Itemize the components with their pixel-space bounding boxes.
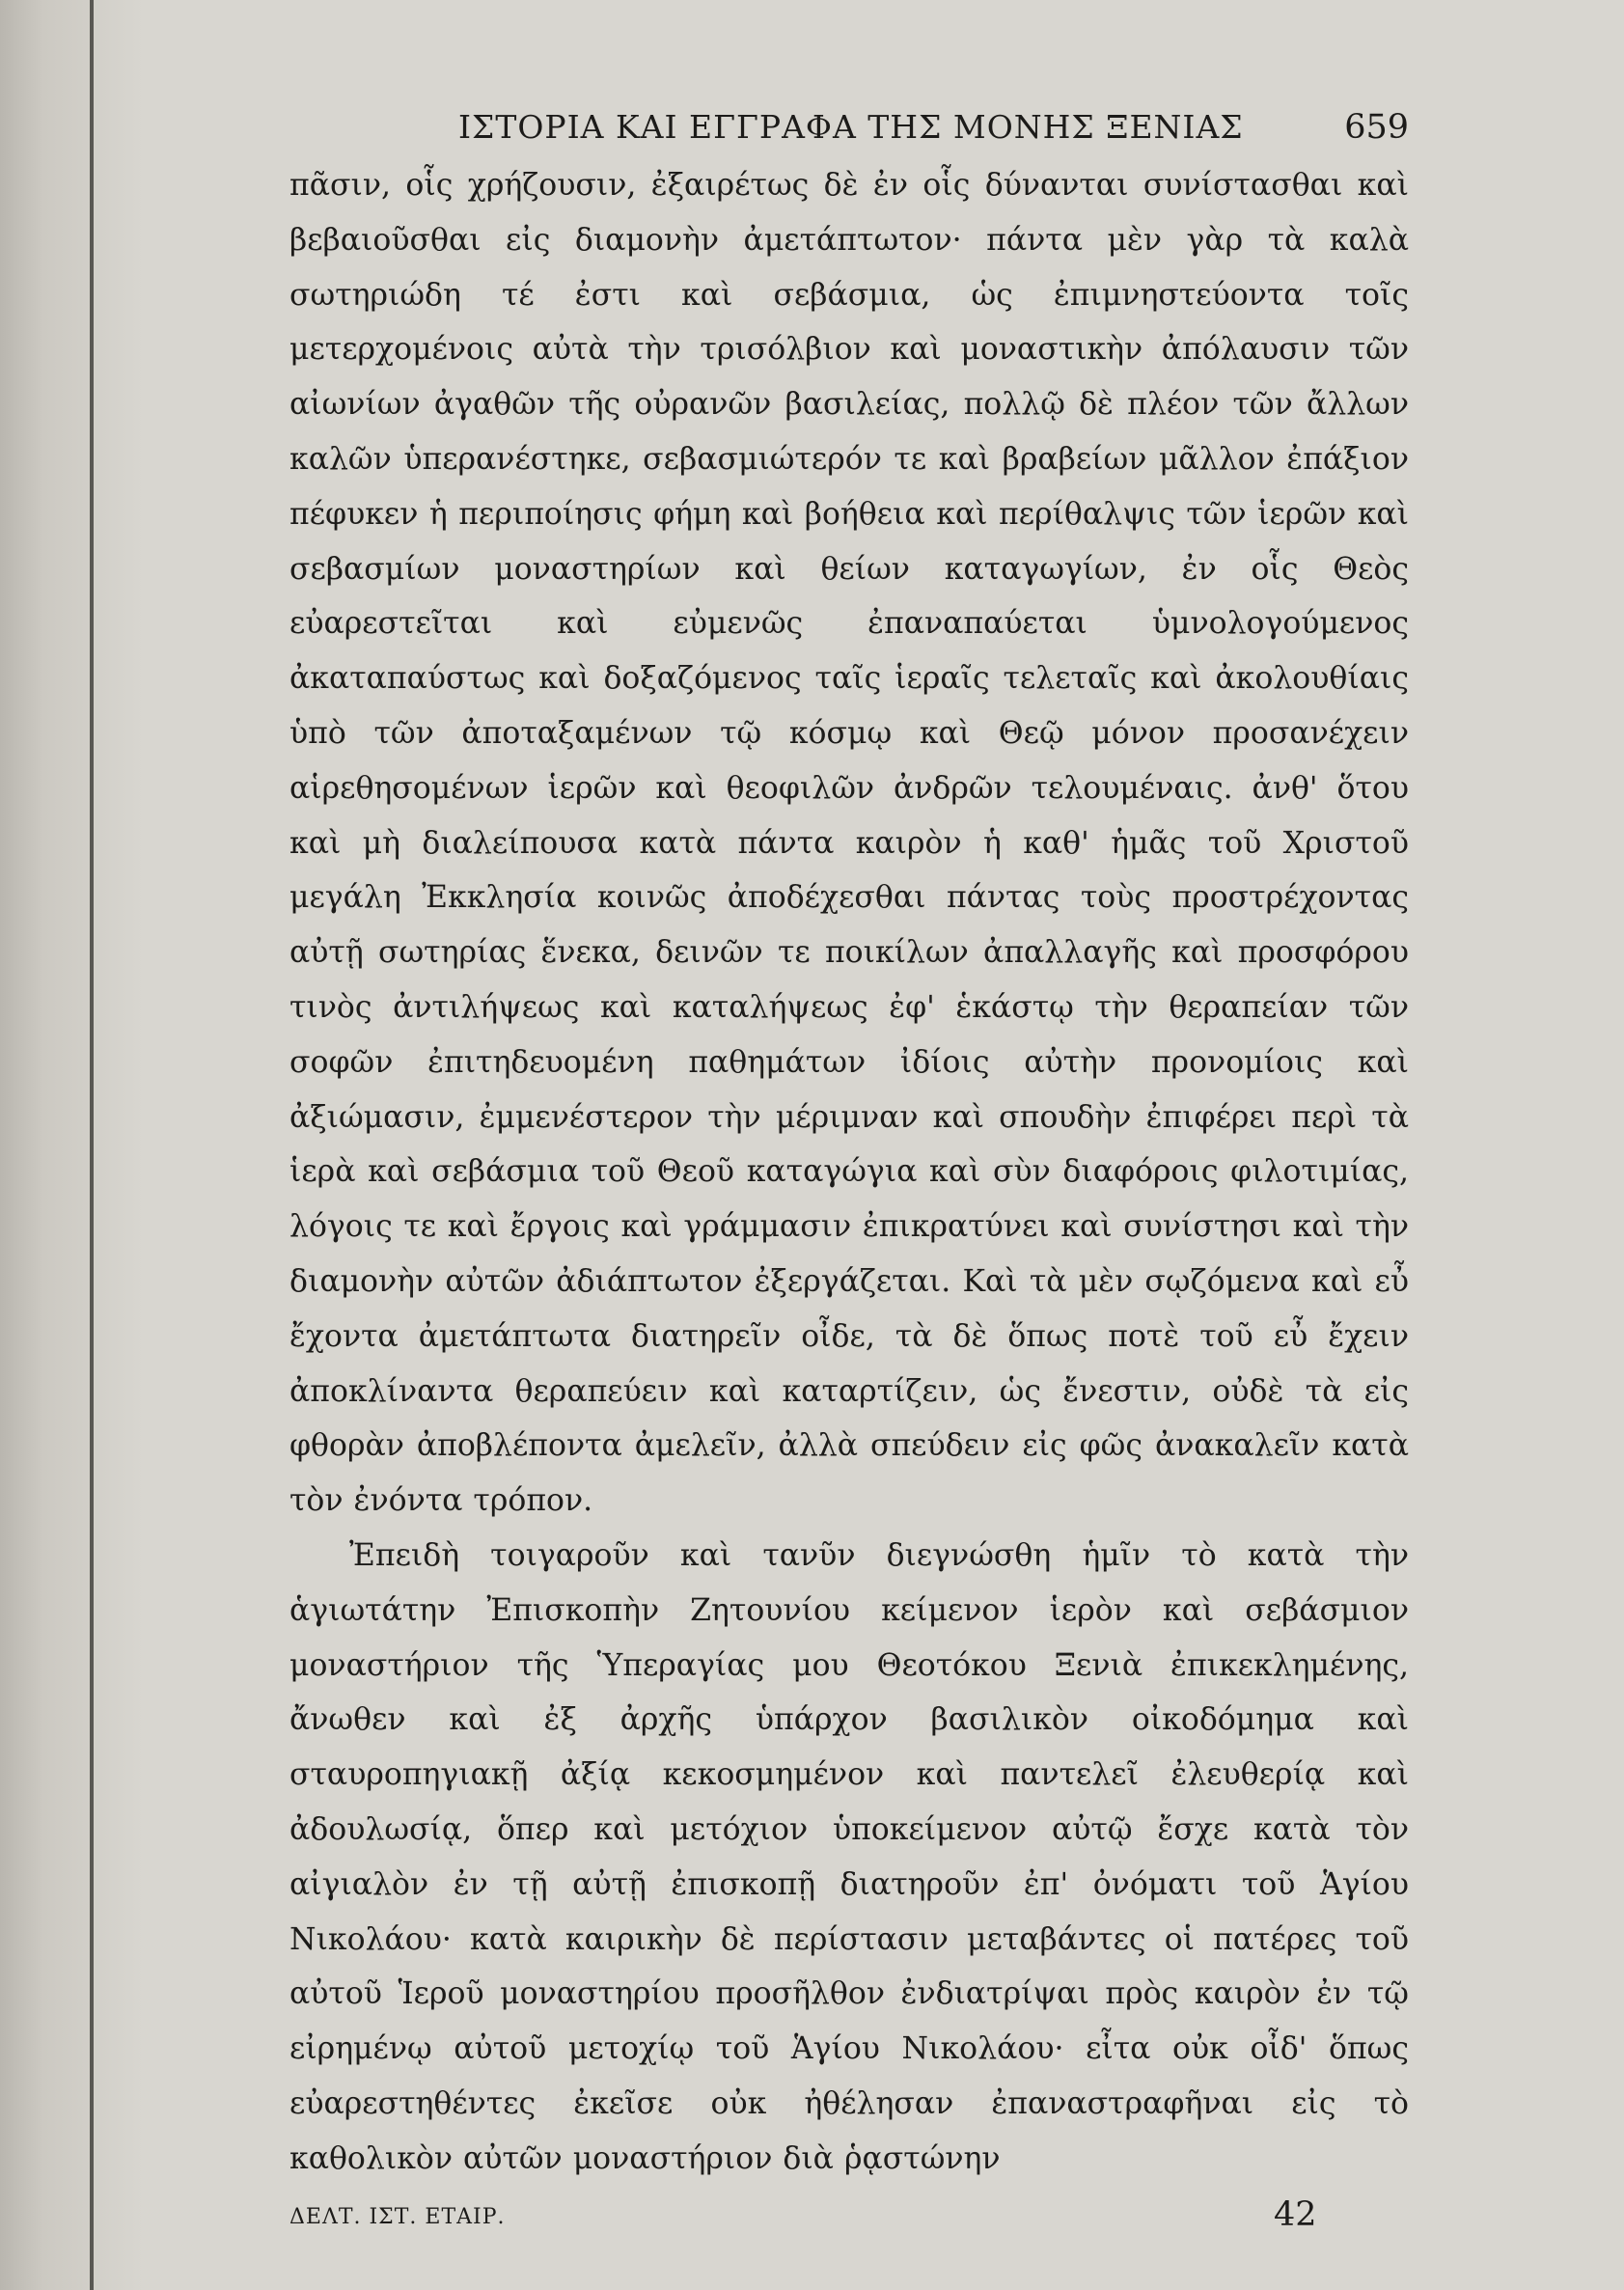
page-body (289, 158, 1409, 2186)
book-gutter-shadow (0, 0, 145, 2290)
book-page (289, 97, 1409, 2235)
running-title: ΙΣΤΟΡΙΑ ΚΑΙ ΕΓΓΡΑΦΑ ΤΗΣ ΜΟΝΗΣ ΞΕΝΙΑΣ (458, 108, 1244, 146)
paragraph-new: Ἐπειδὴ τοιγαροῦν καὶ τανῦν διεγνώσθη ἡμῖν τὸ κατὰ τὴν ἁγιωτάτην Ἐπισκοπὴν Ζητουνίου κείμενον ἱερὸν καὶ σεβάσμιον μοναστήριον τῆς Ὑπεραγίας μου Θεοτόκου Ξενιὰ ἐπικεκλημένης, ἄνωθεν καὶ ἐξ ἀρχῆς ὑπάρχον βασιλικὸν οἰκοδόμημα καὶ σταυροπηγιακῇ ἀξίᾳ κεκοσμημένον καὶ παντελεῖ ἐλευθερίᾳ καὶ ἀδουλωσίᾳ, ὅπερ καὶ μετόχιον ὑποκείμενον αὐτῷ ἔσχε κατὰ τὸν αἰγιαλὸν ἐν τῇ αὐτῇ ἐπισκοπῇ διατηροῦν ἐπ' ὀνόματι τοῦ Ἁγίου Νικολάου· κατὰ καιρικὴν δὲ περίστασιν μεταβάντες οἱ πατέρες τοῦ αὐτοῦ Ἱεροῦ μοναστηρίου προσῆλθον ἐνδιατρίψαι πρὸς καιρὸν ἐν τῷ εἰρημένῳ αὐτοῦ μετοχίῳ τοῦ Ἁγίου Νικολάου· εἶτα οὐκ οἶδ' ὅπως εὐαρεστηθέντες ἐκεῖσε οὐκ ἠθέλησαν ἐπαναστραφῆναι εἰς τὸ καθολικὸν αὐτῶν μοναστήριον διὰ ῥᾳστώνην (289, 1537, 1409, 2176)
page-number: 659 (1344, 108, 1409, 147)
page-footer (289, 2188, 1409, 2255)
page-header (289, 97, 1409, 158)
paragraph-continuation: πᾶσιν, οἷς χρήζουσιν, ἐξαιρέτως δὲ ἐν οἷς δύνανται συνίστασθαι καὶ βεβαιοῦσθαι εἰς διαμονὴν ἀμετάπτωτον· πάντα μὲν γὰρ τὰ καλὰ σωτηριώδη τέ ἐστι καὶ σεβάσμια, ὡς ἐπιμνηστεύοντα τοῖς μετερχομένοις αὐτὰ τὴν τρισόλβιον καὶ μοναστικὴν ἀπόλαυσιν τῶν αἰωνίων ἀγαθῶν τῆς οὐρανῶν βασιλείας, πολλῷ δὲ πλέον τῶν ἄλλων καλῶν ὑπερανέστηκε, σεβασμιώτερόν τε καὶ βραβείων μᾶλλον ἐπάξιον πέφυκεν ἡ περιποίησις φήμη καὶ βοήθεια καὶ περίθαλψις τῶν ἱερῶν καὶ σεβασμίων μοναστηρίων καὶ θείων καταγωγίων, ἐν οἷς Θεὸς εὐαρεστεῖται καὶ εὐμενῶς ἐπαναπαύεται ὑμνολογούμενος ἀκαταπαύστως καὶ δοξαζόμενος ταῖς ἱεραῖς τελεταῖς καὶ ἀκολουθίαις ὑπὸ τῶν ἀποταξαμένων τῷ κόσμῳ καὶ Θεῷ μόνον προσανέχειν αἱρεθησομένων ἱερῶν καὶ θεοφιλῶν ἀνδρῶν τελουμέναις. ἀνθ' ὅτου καὶ μὴ διαλείπουσα κατὰ πάντα καιρὸν ἡ καθ' ἡμᾶς τοῦ Χριστοῦ μεγάλη Ἐκκλησία κοινῶς ἀποδέχεσθαι πάντας τοὺς προστρέχοντας αὐτῇ σωτηρίας ἕνεκα, δεινῶν τε ποικίλων ἀπαλλαγῆς καὶ προσφόρου τινὸς ἀντιλήψεως καὶ καταλήψεως ἐφ' ἑκάστῳ τὴν θεραπείαν τῶν σοφῶν ἐπιτηδευομένη παθημάτων ἰδίοις αὐτὴν προνομίοις καὶ ἀξιώμασιν, ἐμμενέστερον τὴν μέριμναν καὶ σπουδὴν ἐπιφέρει περὶ τὰ ἱερὰ καὶ σεβάσμια τοῦ Θεοῦ καταγώγια καὶ σὺν διαφόροις φιλοτιμίας, λόγοις τε καὶ ἔργοις καὶ γράμμασιν ἐπικρατύνει καὶ συνίστησι καὶ τὴν διαμονὴν αὐτῶν ἀδιάπτωτον ἐξεργάζεται. Καὶ τὰ μὲν σῳζόμενα καὶ εὖ ἔχοντα ἀμετάπτωτα διατηρεῖν οἶδε, τὰ δὲ ὅπως ποτὲ τοῦ εὖ ἔχειν ἀποκλίναντα θεραπεύειν καὶ καταρτίζειν, ὡς ἔνεστιν, οὐδὲ τὰ εἰς φθορὰν ἀποβλέποντα ἀμελεῖν, ἀλλὰ σπεύδειν εἰς φῶς ἀνακαλεῖν κατὰ τὸν ἐνόντα τρόπον. (289, 168, 1409, 1519)
signature-number: 42 (1274, 2195, 1317, 2235)
signature-mark: ΔΕΛΤ. ΙΣΤ. ΕΤΑΙΡ. (289, 2205, 506, 2230)
book-gutter-line (90, 0, 94, 2290)
